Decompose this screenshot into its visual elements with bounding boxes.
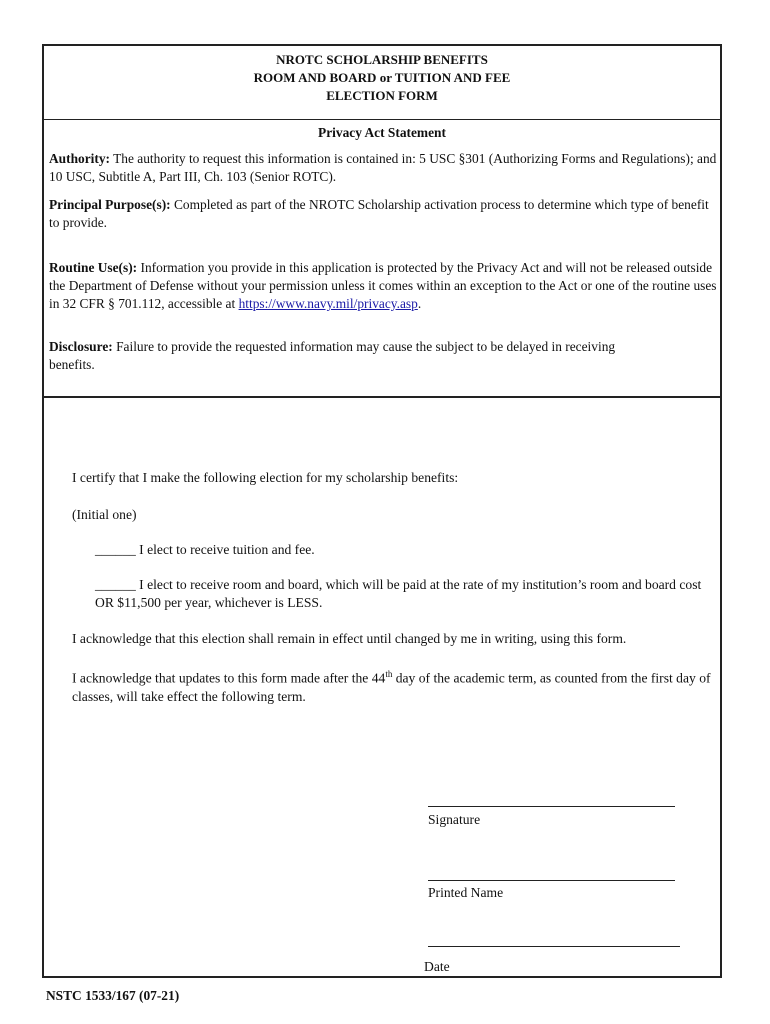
initial-blank-room-board[interactable]: ______ (95, 577, 136, 592)
ack2-pre: I acknowledge that updates to this form made after the 44 (72, 670, 386, 686)
form-number: NSTC 1533/167 (07-21) (46, 988, 180, 1003)
privacy-heading: Privacy Act Statement (318, 125, 446, 140)
routine-end: . (417, 296, 422, 311)
routine-text: Information you provide in this application is protected by the Privacy Act and will not be released outside the Department of Defense without your permission unless it comes within an exception to the Act or one of the routine uses in 32 CFR § 701.112, accessible at (49, 260, 717, 311)
authority-text: The authority to request this information is contained in: 5 USC §301 (Authorizing Forms and Regulations); and 10 USC, Subtitle A, Part III, Ch. 103 (Senior ROTC). (49, 151, 717, 184)
form-frame (42, 44, 722, 978)
purpose-paragraph (49, 196, 717, 232)
date-line[interactable] (428, 946, 680, 947)
printed-name-label: Printed Name (428, 885, 504, 900)
title-line-3: ELECTION FORM (326, 88, 438, 103)
option-room-board (95, 576, 715, 612)
disclosure-label: Disclosure: (49, 339, 113, 354)
signature-line[interactable] (428, 806, 675, 807)
option-tuition (95, 541, 315, 559)
routine-label: Routine Use(s): (49, 260, 138, 275)
authority-paragraph (49, 150, 717, 186)
acknowledgement-2 (72, 665, 722, 706)
form-title (44, 46, 720, 120)
privacy-link[interactable]: https://www.navy.mil/privacy.asp (238, 296, 418, 311)
purpose-text: Completed as part of the NROTC Scholarship activation process to determine which type of benefit to provide. (49, 197, 709, 230)
initial-one-instruction: (Initial one) (72, 507, 137, 522)
acknowledgement-1: I acknowledge that this election shall remain in effect until changed by me in writing, using this form. (72, 631, 627, 646)
option-room-board-text: I elect to receive room and board, which will be paid at the rate of my institution’s room and board cost OR $11,500 per year, whichever is LESS. (95, 577, 702, 610)
disclosure-text: Failure to provide the requested information may cause the subject to be delayed in receiving benefits. (49, 339, 616, 372)
title-line-1: NROTC SCHOLARSHIP BENEFITS (276, 52, 488, 67)
printed-name-line[interactable] (428, 880, 675, 881)
purpose-label: Principal Purpose(s): (49, 197, 171, 212)
option-tuition-text: I elect to receive tuition and fee. (135, 542, 315, 557)
routine-use-paragraph (49, 259, 717, 313)
authority-label: Authority: (49, 151, 110, 166)
signature-label: Signature (428, 812, 481, 827)
ack2-post: day of the academic term, as counted from the first day of classes, will take effect the following term. (72, 670, 711, 704)
title-line-2: ROOM AND BOARD or TUITION AND FEE (253, 70, 511, 85)
disclosure-paragraph (49, 338, 649, 374)
ack2-sup: th (385, 669, 393, 679)
privacy-act-section (44, 120, 720, 398)
initial-blank-tuition[interactable]: ______ (95, 542, 136, 557)
date-label: Date (424, 959, 450, 974)
certify-statement: I certify that I make the following election for my scholarship benefits: (72, 470, 459, 485)
